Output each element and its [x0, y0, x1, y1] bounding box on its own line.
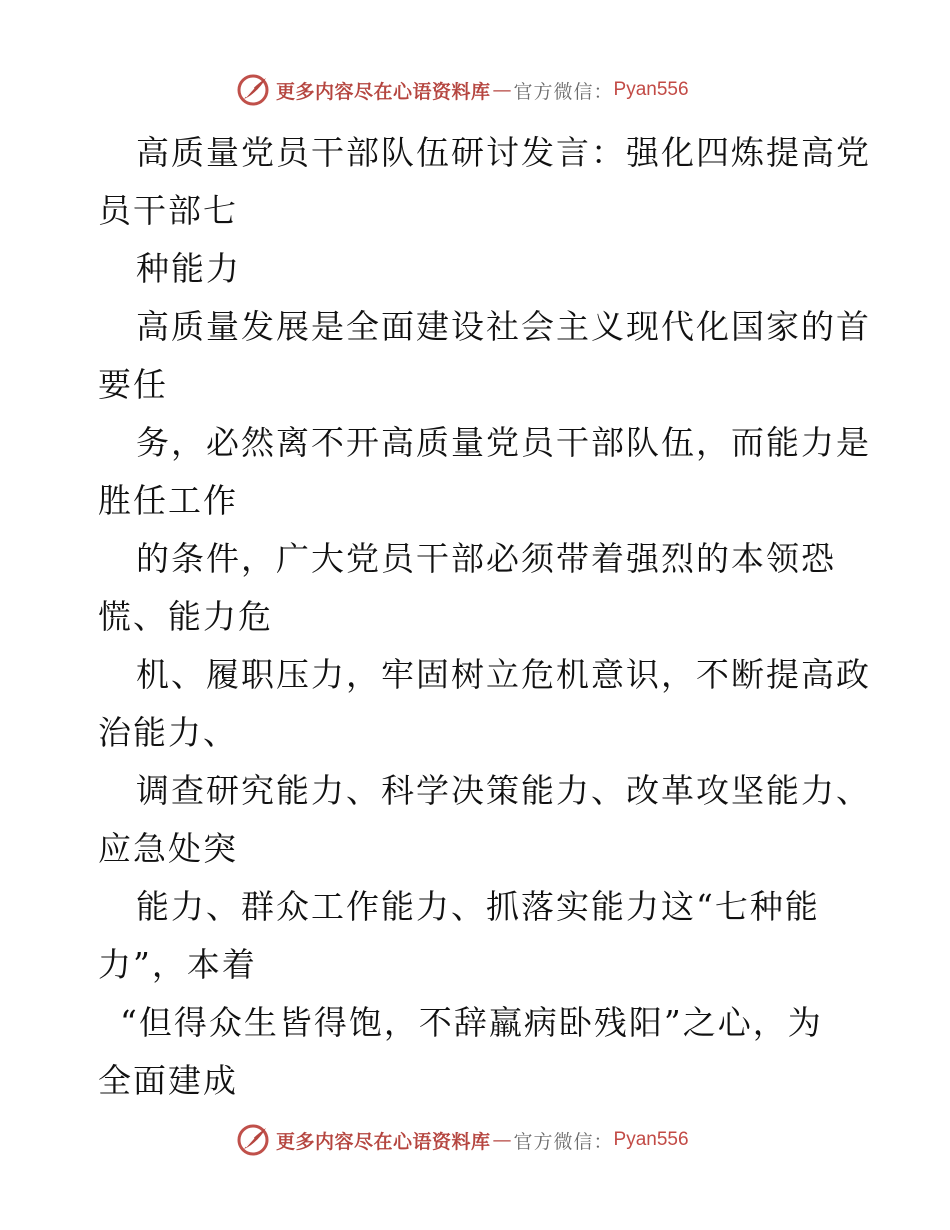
text-line: “但得众生皆得饱，不辞羸病卧残阳”之心，为	[120, 1003, 823, 1042]
text-line: 力”，本着	[98, 945, 257, 984]
watermark-sub-text: 官方微信：	[513, 1130, 614, 1153]
watermark-main-text: 更多内容尽在心语资料库	[276, 1130, 491, 1153]
text-line: 全面建成	[98, 1061, 238, 1100]
text-line: 的条件，广大党员干部必须带着强烈的本领恐	[136, 539, 836, 578]
text-line: 应急处突	[98, 829, 238, 868]
watermark-wechat-id: Pyan556	[613, 79, 689, 100]
header-watermark	[236, 72, 689, 108]
text-line: 胜任工作	[98, 481, 238, 520]
feather-pen-circle-icon	[236, 73, 270, 107]
watermark-dash: —	[492, 79, 512, 101]
watermark-sub-text: 官方微信：	[513, 80, 614, 103]
watermark-main-text: 更多内容尽在心语资料库	[276, 80, 491, 103]
text-line: 机、履职压力，牢固树立危机意识，不断提高政	[136, 655, 871, 694]
footer-watermark	[236, 1122, 689, 1158]
text-line: 慌、能力危	[98, 597, 273, 636]
text-line: 高质量发展是全面建设社会主义现代化国家的首	[136, 307, 871, 346]
text-line: 要任	[98, 365, 168, 404]
text-line: 调查研究能力、科学决策能力、改革攻坚能力、	[136, 771, 871, 810]
text-line: 务，必然离不开高质量党员干部队伍，而能力是	[136, 423, 871, 462]
feather-pen-circle-icon	[236, 1123, 270, 1157]
text-line: 高质量党员干部队伍研讨发言：强化四炼提高党	[136, 133, 871, 172]
watermark-wechat-id: Pyan556	[613, 1129, 689, 1150]
document-body	[98, 124, 871, 1110]
watermark-dash: —	[492, 1129, 512, 1151]
text-line: 员干部七	[98, 191, 238, 230]
text-line: 种能力	[136, 249, 241, 288]
text-line: 治能力、	[98, 713, 238, 752]
text-line: 能力、群众工作能力、抓落实能力这“七种能	[136, 887, 820, 926]
